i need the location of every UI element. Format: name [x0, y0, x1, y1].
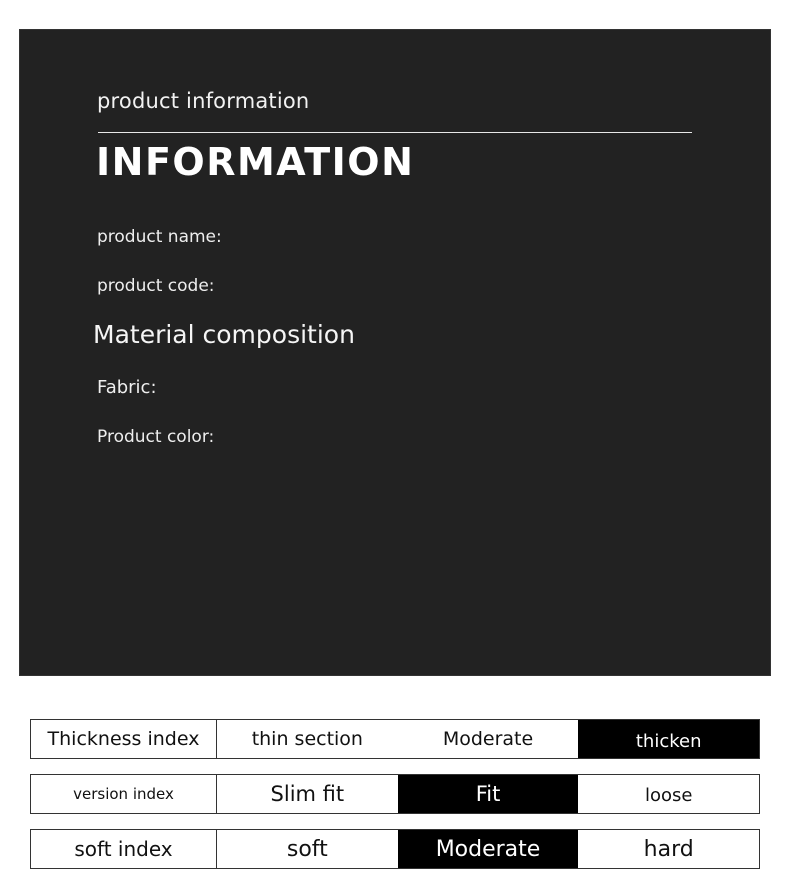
soft-index-label: soft index: [31, 830, 217, 868]
soft-index-row: [30, 829, 760, 869]
thickness-option-thicken: thicken: [578, 720, 759, 758]
product-code-label: product code:: [97, 276, 215, 296]
version-index-label: version index: [31, 775, 217, 813]
thickness-index-label: Thickness index: [31, 720, 217, 758]
divider: [98, 132, 692, 133]
soft-option-hard: hard: [643, 836, 694, 862]
fabric-label: Fabric:: [97, 377, 157, 398]
thickness-option-thin-section: thin section: [251, 728, 363, 750]
panel-subtitle: product information: [97, 89, 310, 113]
thickness-option-moderate: Moderate: [442, 728, 534, 750]
product-name-label: product name:: [97, 227, 222, 247]
product-color-label: Product color:: [97, 427, 215, 447]
version-option-loose: loose: [644, 785, 693, 806]
version-option-slim-fit: Slim fit: [270, 782, 345, 806]
panel-title: INFORMATION: [96, 140, 415, 184]
version-option-fit: Fit: [398, 775, 579, 813]
version-index-row: [30, 774, 760, 814]
soft-option-soft: soft: [286, 836, 328, 862]
material-composition-heading: Material composition: [93, 320, 355, 349]
product-information-panel: [19, 29, 771, 676]
soft-option-moderate: Moderate: [398, 830, 579, 868]
thickness-index-row: [30, 719, 760, 759]
